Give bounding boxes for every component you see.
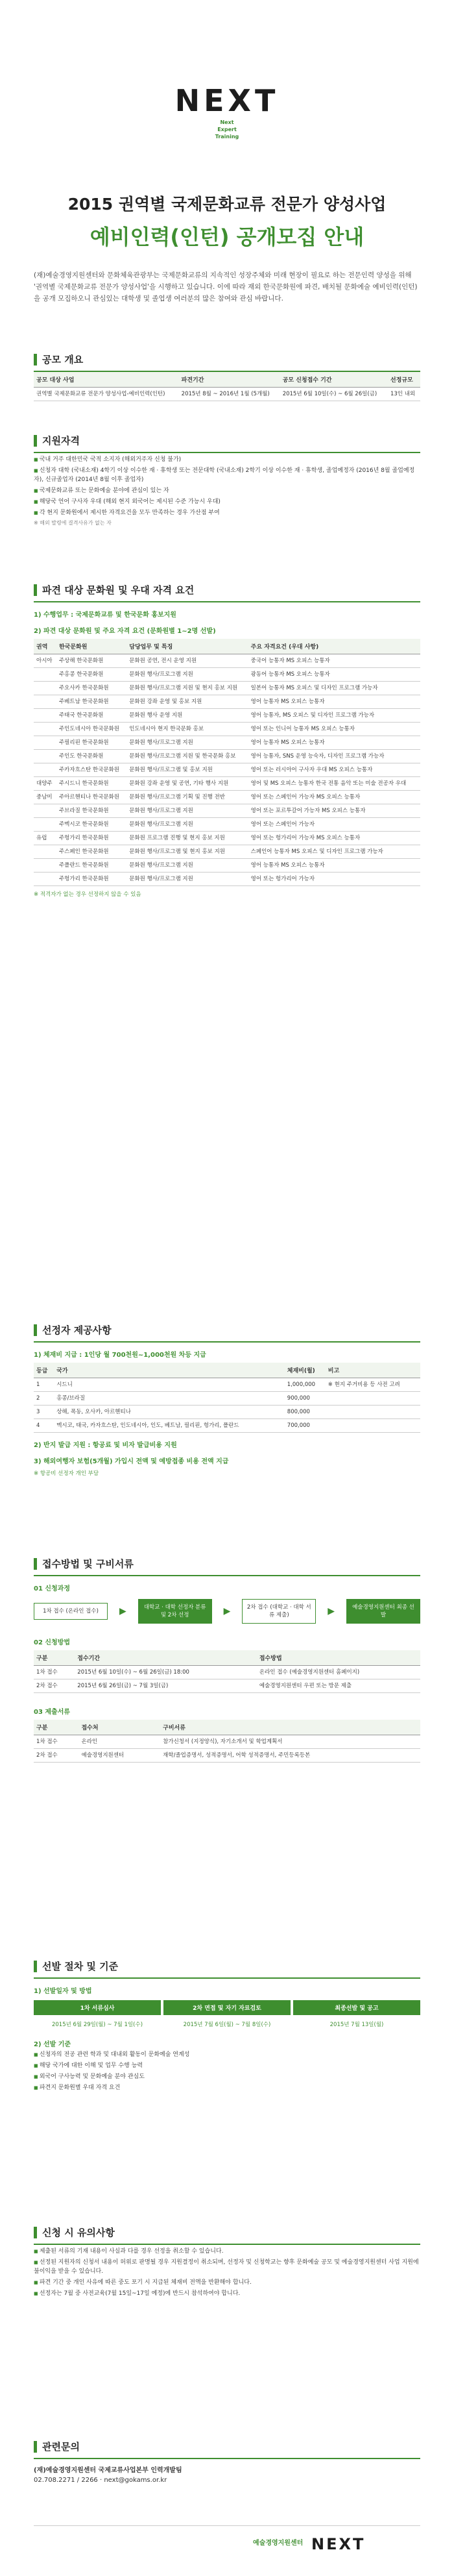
list-item: ■ 해당국 언어 구사자 우대 (해외 현지 외국어는 제시된 수준 가능시 우대) [34, 497, 420, 506]
cell: 예술경영지원센터 [78, 1749, 160, 1763]
sub-head: 02 신청방법 [34, 1639, 71, 1646]
task-cell: 인도네시아 현지 한국문화 홍보 [126, 723, 248, 736]
sub-head: 1) 선발일자 및 방법 [34, 1988, 92, 1995]
cell: 800,000 [285, 1406, 326, 1419]
section-eligibility [34, 435, 420, 526]
region-cell [34, 859, 56, 873]
list-item: ■ 파견 기간 중 개인 사유에 따른 중도 포기 시 지급된 체재비 전액을 반환해야 합니다. [34, 2278, 420, 2287]
step-date: 2015년 7월 13일(월) [329, 2022, 384, 2028]
table-row [34, 845, 420, 859]
table-row [34, 709, 420, 723]
cell: 4 [34, 1419, 54, 1433]
cell: 2015년 6월 10일(수) ~ 6월 26일(금) [280, 388, 388, 401]
requirement-cell: 영어 또는 스페인어 가능자 [248, 818, 420, 832]
divider [34, 1977, 420, 1979]
region-cell [34, 818, 56, 832]
note: ※ 항공비 선정자 개인 부담 [34, 1470, 99, 1477]
note: ※ 해외 발령에 결격사유가 없는 자 [34, 520, 112, 526]
task-cell: 문화원 행사/프로그램 지원 [126, 736, 248, 750]
cell: 2차 접수 [34, 1749, 78, 1763]
sub-head: 2) 반지 발급 지원 : 항공료 및 비자 발급비용 지원 [34, 1442, 177, 1449]
flow-step: 대학교 · 대학 선정자 분류 및 2차 선정 [138, 1599, 212, 1624]
region-cell: 아시아 [34, 654, 56, 668]
cell: 13인 내외 [388, 388, 420, 401]
task-cell: 문화원 공연, 전시 운영 지원 [126, 654, 248, 668]
requirement-cell: 광동어 능통자 MS 오피스 능통자 [248, 668, 420, 682]
requirement-cell: 영어 능통자, SNS 운영 능숙자, 디자인 프로그램 가능자 [248, 750, 420, 763]
process-flow [34, 1599, 420, 1624]
divider [34, 452, 420, 453]
region-cell [34, 723, 56, 736]
region-cell [34, 763, 56, 777]
center-cell: 주브라질 한국문화원 [56, 804, 126, 818]
sub-head: 2) 파견 대상 문화원 및 주요 자격 요건 (문화원별 1~2명 선발) [34, 628, 216, 635]
contact-org: (재)예술경영지원센터 국제교류사업본부 인력개발팀 [34, 2467, 182, 2474]
col-header: 한국문화원 [56, 639, 126, 654]
list-item: ■ 신청자의 전공 관련 학과 및 대내외 활동이 문화예술 연계성 [34, 2050, 420, 2059]
sub-head: 01 신청과정 [34, 1585, 71, 1592]
centers-table [34, 639, 420, 886]
col-header: 접수처 [78, 1720, 160, 1735]
task-cell: 문화원 행사 운영 지원 [126, 709, 248, 723]
col-header: 권역 [34, 639, 56, 654]
selection-dates [34, 2020, 420, 2028]
step-date: 2015년 7월 6일(월) ~ 7월 8일(수) [183, 2022, 271, 2028]
cell: 참가신청서 (지정양식), 자기소개서 및 학업계획서 [160, 1735, 420, 1749]
cell: 2차 접수 [34, 1679, 75, 1693]
table-row [34, 1392, 420, 1406]
cell: 온라인 접수 (예술경영지원센터 홈페이지) [257, 1666, 420, 1679]
sub-head: 03 제출서류 [34, 1709, 71, 1716]
requirement-cell: 영어 또는 헝가리어 가능자 [248, 873, 420, 886]
section-application-head: 접수방법 및 구비서류 [34, 1558, 420, 1570]
step-label: 2차 면접 및 자기 자료검토 [163, 2000, 291, 2015]
requirement-cell: 일본어 능통자 MS 오피스 및 디자인 프로그램 가능자 [248, 682, 420, 695]
arrow-right-icon: ▶ [328, 1606, 335, 1616]
table-row [34, 791, 420, 804]
region-cell [34, 750, 56, 763]
requirement-cell: 영어 및 MS 오피스 능통자 한국 전통 음악 또는 미술 전공자 우대 [248, 777, 420, 791]
col-header: 주요 자격요건 (우대 사항) [248, 639, 420, 654]
col-header: 접수방법 [257, 1650, 420, 1666]
logo-word: NEXT [174, 83, 280, 118]
cell [326, 1392, 420, 1406]
section-eligibility-head: 지원자격 [34, 435, 420, 447]
cell: 시드니 [54, 1378, 285, 1392]
cell: 1 [34, 1378, 54, 1392]
cell: 2015년 6월 26일(금) ~ 7월 3일(금) [75, 1679, 257, 1693]
cell: 예술경영지원센터 우편 또는 방문 제출 [257, 1679, 420, 1693]
task-cell: 문화원 행사/프로그램 및 홍보 지원 [126, 763, 248, 777]
center-cell: 주홍콩 한국문화원 [56, 668, 126, 682]
logo-sub-next: Next [220, 119, 234, 125]
table-row [34, 1406, 420, 1419]
table-row [34, 750, 420, 763]
task-cell: 문화원 행사/프로그램 지원 [126, 873, 248, 886]
cell: ※ 현지 주거비용 등 사전 고려 [326, 1378, 420, 1392]
step-label: 1차 서류심사 [34, 2000, 161, 2015]
apply-table [34, 1650, 420, 1693]
region-cell [34, 668, 56, 682]
section-centers-head: 파견 대상 문화원 및 우대 자격 요건 [34, 584, 420, 596]
title-line-1: 2015 권역별 국제문화교류 전문가 양성사업 [67, 195, 387, 214]
list-item: ■ 선정된 지원자의 신청서 내용이 허위로 판명될 경우 지원결정이 취소되며, 선정자 및 신청학교는 향후 문화예술 공모 및 예술경영지원센터 사업 지원에 불이익을 받을 수 있습니다. [34, 2258, 420, 2276]
list-item: ■ 파견지 문화원별 우대 자격 요건 [34, 2083, 420, 2092]
list-item: ■ 국내 거주 대한민국 국적 소지자 (해외거주자 신청 불가) [34, 455, 420, 464]
region-cell [34, 845, 56, 859]
divider [34, 2458, 420, 2459]
list-item: ■ 선정자는 7월 중 사전교육(7월 15일~17일 예정)에 반드시 참석하여야 합니다. [34, 2289, 420, 2298]
center-cell: 주카자흐스탄 한국문화원 [56, 763, 126, 777]
arrow-right-icon: ▶ [119, 1606, 126, 1616]
divider [34, 1341, 420, 1343]
footer-divider [34, 2525, 420, 2526]
task-cell: 문화원 행사/프로그램 기획 및 진행 전반 [126, 791, 248, 804]
col-header: 비고 [326, 1363, 420, 1378]
sub-head: 2) 선발 기준 [34, 2041, 71, 2048]
region-cell: 유럽 [34, 832, 56, 845]
cell: 900,000 [285, 1392, 326, 1406]
logo-sub-expert: Expert [217, 127, 237, 132]
cell: 2015년 6월 10일(수) ~ 6월 26일(금) 18:00 [75, 1666, 257, 1679]
center-cell: 주오사카 한국문화원 [56, 682, 126, 695]
col-header: 담당업무 및 특징 [126, 639, 248, 654]
requirement-cell: 영어 능통자, MS 오피스 및 디자인 프로그램 가능자 [248, 709, 420, 723]
footer-logo: NEXT [311, 2535, 366, 2553]
section-selection [34, 1961, 420, 2094]
cell: 상해, 폭동, 오사카, 아르헨티나 [54, 1406, 285, 1419]
cell: 온라인 [78, 1735, 160, 1749]
task-cell: 문화원 행사/프로그램 지원 [126, 668, 248, 682]
cell: 2015년 8월 ~ 2016년 1월 (5개월) [179, 388, 280, 401]
table-row [34, 777, 420, 791]
table-row [34, 654, 420, 668]
table-row [34, 832, 420, 845]
center-cell: 주헝가리 한국문화원 [56, 873, 126, 886]
col-header: 구분 [34, 1650, 75, 1666]
region-cell [34, 873, 56, 886]
cell: 1차 접수 [34, 1735, 78, 1749]
divider [34, 601, 420, 602]
col-header: 체재비(월) [285, 1363, 326, 1378]
center-cell: 주인도네시아 한국문화원 [56, 723, 126, 736]
requirement-cell: 영어 또는 인니어 능통자 MS 오피스 능통자 [248, 723, 420, 736]
table-row [34, 1749, 420, 1763]
task-cell: 문화원 강좌 운영 및 홍보 지원 [126, 695, 248, 709]
region-cell: 중남미 [34, 791, 56, 804]
cell: 권역별 국제문화교류 전문가 양성사업-예비인력(인턴) [34, 388, 179, 401]
col-header: 파견기간 [179, 372, 280, 388]
section-selection-head: 선발 절차 및 기준 [34, 1961, 420, 1972]
flow-step: 2차 접수 (대학교 · 대학 서류 제출) [242, 1599, 316, 1624]
table-row [34, 736, 420, 750]
center-cell: 주인도 한국문화원 [56, 750, 126, 763]
list-item: ■ 외국어 구사능력 및 문화예술 분야 관심도 [34, 2072, 420, 2081]
section-notices [34, 2227, 420, 2300]
benefit-table [34, 1363, 420, 1433]
center-cell: 주스페인 한국문화원 [56, 845, 126, 859]
col-header: 공모 신청접수 기간 [280, 372, 388, 388]
task-cell: 문화원 행사/프로그램 지원 [126, 859, 248, 873]
center-cell: 주태국 한국문화원 [56, 709, 126, 723]
task-cell: 문화원 행사/프로그램 지원 [126, 818, 248, 832]
task-cell: 문화원 프로그램 진행 및 현지 홍보 지원 [126, 832, 248, 845]
cell: 1차 접수 [34, 1666, 75, 1679]
region-cell: 대양주 [34, 777, 56, 791]
list-item: ■ 국제문화교류 또는 문화예술 분야에 관심이 있는 자 [34, 486, 420, 495]
requirement-cell: 영어 또는 스페인어 가능자 MS 오피스 능통자 [248, 791, 420, 804]
footer-org: 예술경영지원센터 [253, 2540, 304, 2547]
table-row [34, 763, 420, 777]
col-header: 구분 [34, 1720, 78, 1735]
requirement-cell: 영어 또는 포르투갈어 가능자 MS 오피스 능통자 [248, 804, 420, 818]
divider [34, 1575, 420, 1576]
table-row [34, 1679, 420, 1693]
table-row [34, 1419, 420, 1433]
step-label: 최종선발 및 공고 [293, 2000, 420, 2015]
selection-steps [34, 2000, 420, 2015]
cell: 1,000,000 [285, 1378, 326, 1392]
task-cell: 문화원 행사/프로그램 지원 및 현지 홍보 지원 [126, 682, 248, 695]
requirement-cell: 스페인어 능통자 MS 오피스 및 디자인 프로그램 가능자 [248, 845, 420, 859]
requirement-cell: 영어 능통자 MS 오피스 능통자 [248, 736, 420, 750]
col-header: 공모 대상 사업 [34, 372, 179, 388]
table-row [34, 668, 420, 682]
table-row [34, 818, 420, 832]
requirement-cell: 영어 또는 헝가리어 가능자 MS 오피스 능통자 [248, 832, 420, 845]
center-cell: 주시드니 한국문화원 [56, 777, 126, 791]
region-cell [34, 709, 56, 723]
divider [34, 2244, 420, 2245]
intro-text: (재)예술경영지원센터와 문화체육관광부는 국제문화교류의 지속적인 성장주체와 미래 현장이 필요로 하는 전문인력 양성을 위해 '권역별 국제문화교류 전문가 양성사업'을 시행하고 있습니다. 이에 따라 재외 한국문화원에 파견, 배치될 문화예술 예비인력(인턴)을 공개 모집하오니 관심있는 대학생 및 졸업생 여러분의 많은 참여와 관심 바랍니다. [34, 271, 418, 303]
task-cell: 문화원 행사/프로그램 지원 및 한국문화 홍보 [126, 750, 248, 763]
section-overview [34, 354, 420, 401]
sub-head: 3) 해외여행자 보험(5개월) 가입시 전액 및 예방접종 비용 전액 지급 [34, 1458, 229, 1465]
center-cell: 주상해 한국문화원 [56, 654, 126, 668]
region-cell [34, 804, 56, 818]
step-date: 2015년 6월 29일(월) ~ 7월 1일(수) [51, 2022, 143, 2028]
section-application [34, 1558, 420, 1763]
section-centers [34, 584, 420, 898]
task-cell: 문화원 행사/프로그램 및 현지 홍보 지원 [126, 845, 248, 859]
table-row [34, 388, 420, 401]
region-cell [34, 695, 56, 709]
table-row [34, 695, 420, 709]
cell: 3 [34, 1406, 54, 1419]
title-line-2: 예비인력(인턴) 공개모집 안내 [90, 225, 364, 249]
table-row [34, 1735, 420, 1749]
overview-table [34, 372, 420, 401]
flow-step: 예술경영지원센터 최종 선발 [346, 1599, 420, 1624]
list-item: ■ 각 현지 문화원에서 제시한 자격요건을 모두 만족하는 경우 가산점 부여 [34, 508, 420, 517]
task-cell: 문화원 강좌 운영 및 공연, 기타 행사 지원 [126, 777, 248, 791]
arrow-right-icon: ▶ [223, 1606, 231, 1616]
cell [326, 1419, 420, 1433]
table-row [34, 859, 420, 873]
cell: 홍콩/브라질 [54, 1392, 285, 1406]
col-header: 접수기간 [75, 1650, 257, 1666]
docs-table [34, 1720, 420, 1763]
list-item: ■ 신청자 대학 (국내소재) 4학기 이상 이수한 재 · 휴학생 또는 전문대학 (국내소재) 2학기 이상 이수한 재 · 휴학생, 졸업예정자 (2016년 8월 졸업예정자), 신규졸업자 (2014년 8월 이후 졸업자) [34, 466, 420, 484]
flow-step: 1차 접수 (온라인 접수) [34, 1603, 108, 1620]
col-header: 선정규모 [388, 372, 420, 388]
note: ※ 적격자가 없는 경우 선정하지 않을 수 있음 [34, 891, 141, 898]
table-row [34, 723, 420, 736]
task-cell: 문화원 행사/프로그램 지원 [126, 804, 248, 818]
section-overview-head: 공모 개요 [34, 354, 420, 365]
col-header: 등급 [34, 1363, 54, 1378]
requirement-cell: 영어 능통자 MS 오피스 능통자 [248, 695, 420, 709]
center-cell: 주베트남 한국문화원 [56, 695, 126, 709]
cell: 재학/졸업증명서, 성적증명서, 어학 성적증명서, 주민등록등본 [160, 1749, 420, 1763]
logo-sub-training: Training [215, 134, 239, 140]
table-row [34, 1666, 420, 1679]
list-item: ■ 제출된 서류의 기재 내용이 사실과 다를 경우 선정을 취소할 수 있습니다. [34, 2247, 420, 2256]
center-cell: 주폴란드 한국문화원 [56, 859, 126, 873]
cell [326, 1406, 420, 1419]
center-cell: 주아르헨티나 한국문화원 [56, 791, 126, 804]
section-contact-head: 관련문의 [34, 2441, 420, 2453]
table-row [34, 804, 420, 818]
requirement-cell: 영어 능통자 MS 오피스 능통자 [248, 859, 420, 873]
table-row [34, 682, 420, 695]
section-benefits [34, 1324, 420, 1477]
center-cell: 주멕시코 한국문화원 [56, 818, 126, 832]
center-cell: 주헝가리 한국문화원 [56, 832, 126, 845]
next-logo [0, 83, 454, 140]
cell: 700,000 [285, 1419, 326, 1433]
list-item: ■ 해당 국가에 대한 이해 및 업무 수행 능력 [34, 2061, 420, 2070]
section-notices-head: 신청 시 유의사항 [34, 2227, 420, 2238]
cell: 멕시코, 태국, 카자흐스탄, 인도네시아, 인도, 베트남, 필리핀, 헝가리, 폴란드 [54, 1419, 285, 1433]
sub-head: 1) 체재비 지급 : 1인당 월 700천원~1,000천원 차등 지급 [34, 1352, 206, 1359]
requirement-cell: 영어 또는 러시아어 구사자 우대 MS 오피스 능통자 [248, 763, 420, 777]
requirement-cell: 중국어 능통자 MS 오피스 능통자 [248, 654, 420, 668]
section-benefits-head: 선정자 제공사항 [34, 1324, 420, 1336]
table-row [34, 1378, 420, 1392]
region-cell [34, 682, 56, 695]
cell: 2 [34, 1392, 54, 1406]
col-header: 국가 [54, 1363, 285, 1378]
contact-info[interactable]: 02.708.2271 / 2266 · next@gokams.or.kr [34, 2477, 167, 2484]
center-cell: 주필리핀 한국문화원 [56, 736, 126, 750]
col-header: 구비서류 [160, 1720, 420, 1735]
section-contact [34, 2441, 420, 2484]
region-cell [34, 736, 56, 750]
sub-head: 1) 수행업무 : 국제문화교류 및 한국문화 홍보지원 [34, 612, 176, 619]
table-row [34, 873, 420, 886]
